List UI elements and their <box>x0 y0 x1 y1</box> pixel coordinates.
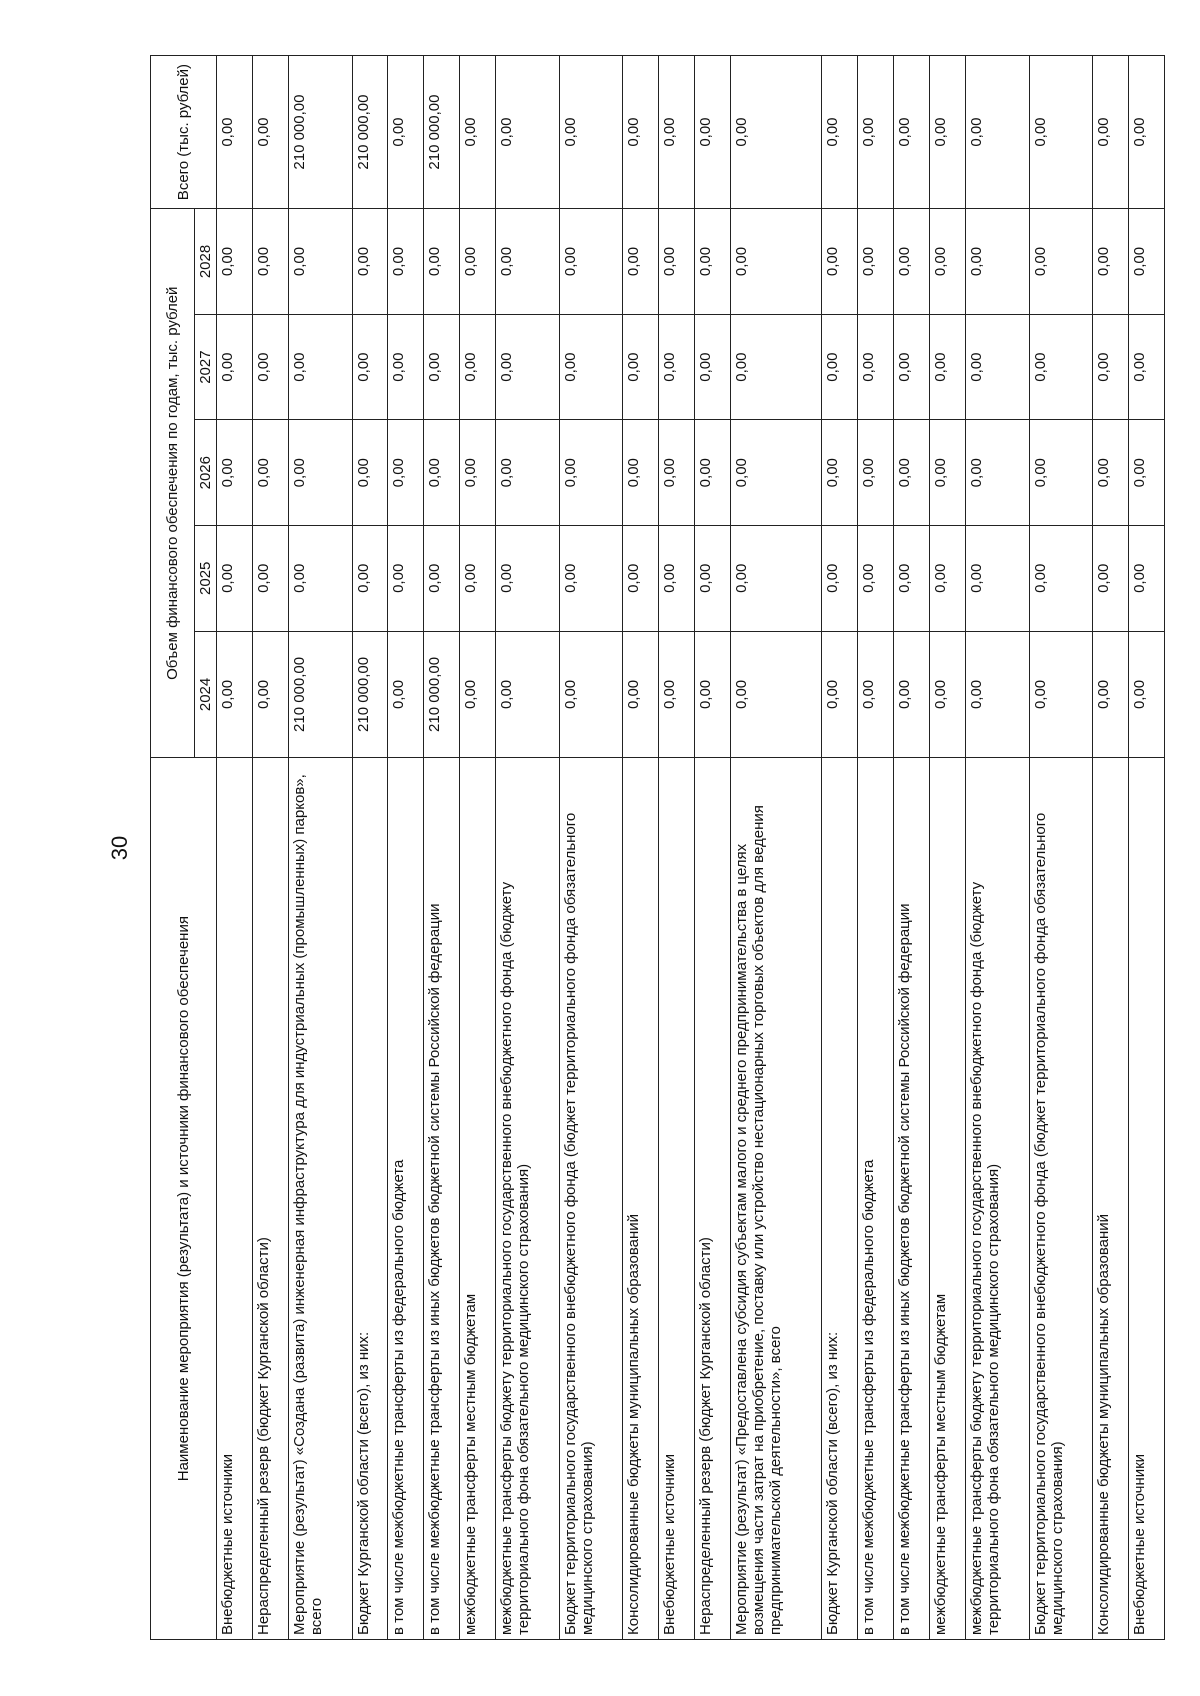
table-header <box>151 56 217 1640</box>
row-value: 0,00 <box>496 631 560 758</box>
row-value: 0,00 <box>623 420 659 526</box>
row-value: 0,00 <box>822 314 858 420</box>
row-value: 0,00 <box>460 631 496 758</box>
table-row <box>388 56 424 1640</box>
row-value: 0,00 <box>253 420 289 526</box>
row-value: 0,00 <box>424 420 460 526</box>
row-value: 0,00 <box>730 209 821 315</box>
row-value: 0,00 <box>424 209 460 315</box>
row-total: 0,00 <box>659 56 695 209</box>
row-name: в том числе межбюджетные трансферты из федерального бюджета <box>388 758 424 1640</box>
row-value: 0,00 <box>965 420 1029 526</box>
header-name-column: Наименование мероприятия (результата) и источники финансового обеспечения <box>151 758 217 1640</box>
table-row <box>858 56 894 1640</box>
row-value: 0,00 <box>352 314 388 420</box>
row-value: 0,00 <box>496 526 560 632</box>
row-value: 0,00 <box>1093 314 1129 420</box>
table-row <box>1029 56 1093 1640</box>
row-total: 0,00 <box>858 56 894 209</box>
row-value: 0,00 <box>1129 631 1165 758</box>
row-value: 0,00 <box>1129 314 1165 420</box>
row-total: 0,00 <box>695 56 731 209</box>
table-row <box>253 56 289 1640</box>
table-row <box>424 56 460 1640</box>
row-value: 0,00 <box>496 420 560 526</box>
row-value: 0,00 <box>965 209 1029 315</box>
row-value: 0,00 <box>352 209 388 315</box>
row-total: 210 000,00 <box>352 56 388 209</box>
row-value: 0,00 <box>288 209 352 315</box>
row-value: 0,00 <box>695 526 731 632</box>
row-value: 0,00 <box>894 314 930 420</box>
page-number: 30 <box>107 835 132 861</box>
row-total: 0,00 <box>1093 56 1129 209</box>
table-row <box>930 56 966 1640</box>
row-name: Бюджет территориального государственного внебюджетного фонда (бюджет территориального фонда обязательного медицинского страхования) <box>1029 758 1093 1640</box>
header-year: 2024 <box>195 631 217 758</box>
row-value: 0,00 <box>822 526 858 632</box>
row-value: 0,00 <box>930 526 966 632</box>
row-name: Нераспределенный резерв (бюджет Курганской области) <box>695 758 731 1640</box>
row-value: 0,00 <box>559 314 623 420</box>
row-value: 0,00 <box>217 631 253 758</box>
row-value: 0,00 <box>559 631 623 758</box>
row-value: 0,00 <box>559 420 623 526</box>
table-row <box>460 56 496 1640</box>
row-value: 0,00 <box>695 209 731 315</box>
row-value: 0,00 <box>730 631 821 758</box>
row-value: 0,00 <box>858 314 894 420</box>
row-total: 0,00 <box>253 56 289 209</box>
row-value: 0,00 <box>1029 631 1093 758</box>
row-value: 0,00 <box>424 526 460 632</box>
row-value: 0,00 <box>659 631 695 758</box>
table-row <box>1129 56 1165 1640</box>
row-name: межбюджетные трансферты местным бюджетам <box>930 758 966 1640</box>
row-total: 0,00 <box>894 56 930 209</box>
row-value: 0,00 <box>460 526 496 632</box>
row-value: 0,00 <box>217 209 253 315</box>
row-value: 0,00 <box>858 209 894 315</box>
row-value: 0,00 <box>1029 209 1093 315</box>
row-value: 0,00 <box>559 209 623 315</box>
row-name: межбюджетные трансферты бюджету территориального государственного внебюджетного фонда (бюджету территориального фона обязательного медицинского страхования) <box>496 758 560 1640</box>
header-years-group: Объем финансового обеспечения по годам, тыс. рублей <box>151 209 195 758</box>
row-value: 0,00 <box>894 526 930 632</box>
table-row <box>352 56 388 1640</box>
row-value: 0,00 <box>822 631 858 758</box>
table-row <box>822 56 858 1640</box>
row-value: 0,00 <box>217 314 253 420</box>
row-name: Внебюджетные источники <box>217 758 253 1640</box>
row-name: межбюджетные трансферты бюджету территориального государственного внебюджетного фонда (бюджету территориального фона обязательного медицинского страхования) <box>965 758 1029 1640</box>
row-total: 0,00 <box>388 56 424 209</box>
row-total: 0,00 <box>1129 56 1165 209</box>
row-value: 0,00 <box>352 526 388 632</box>
table-row <box>659 56 695 1640</box>
row-name: Мероприятие (результат) «Создана (развита) инженерная инфраструктура для индустриальных (промышленных) парков», всего <box>288 758 352 1640</box>
row-total: 0,00 <box>1029 56 1093 209</box>
row-value: 0,00 <box>659 209 695 315</box>
table-row <box>965 56 1029 1640</box>
row-value: 0,00 <box>217 526 253 632</box>
header-year: 2025 <box>195 526 217 632</box>
row-name: Нераспределенный резерв (бюджет Курганской области) <box>253 758 289 1640</box>
table-row <box>623 56 659 1640</box>
row-value: 0,00 <box>1129 420 1165 526</box>
row-total: 0,00 <box>822 56 858 209</box>
row-value: 0,00 <box>288 526 352 632</box>
row-value: 0,00 <box>496 314 560 420</box>
financing-table <box>150 55 1165 1640</box>
table-row <box>559 56 623 1640</box>
header-year: 2028 <box>195 209 217 315</box>
row-value: 0,00 <box>1093 209 1129 315</box>
row-value: 0,00 <box>1093 526 1129 632</box>
row-value: 0,00 <box>288 420 352 526</box>
row-value: 0,00 <box>424 314 460 420</box>
row-name: межбюджетные трансферты местным бюджетам <box>460 758 496 1640</box>
row-total: 0,00 <box>623 56 659 209</box>
header-year: 2027 <box>195 314 217 420</box>
table-row <box>1093 56 1129 1640</box>
table-row <box>730 56 821 1640</box>
row-value: 0,00 <box>623 209 659 315</box>
row-total: 0,00 <box>460 56 496 209</box>
row-value: 0,00 <box>930 314 966 420</box>
row-value: 0,00 <box>217 420 253 526</box>
row-value: 0,00 <box>965 314 1029 420</box>
row-name: Бюджет Курганской области (всего), из них: <box>822 758 858 1640</box>
row-value: 0,00 <box>1029 420 1093 526</box>
row-name: Внебюджетные источники <box>1129 758 1165 1640</box>
rotated-page <box>150 55 1165 1640</box>
row-value: 0,00 <box>388 314 424 420</box>
row-value: 0,00 <box>695 314 731 420</box>
table-row <box>288 56 352 1640</box>
row-total: 0,00 <box>559 56 623 209</box>
row-value: 0,00 <box>894 631 930 758</box>
row-name: Внебюджетные источники <box>659 758 695 1640</box>
row-value: 0,00 <box>460 420 496 526</box>
row-value: 0,00 <box>559 526 623 632</box>
row-value: 0,00 <box>659 420 695 526</box>
row-value: 0,00 <box>695 420 731 526</box>
row-value: 0,00 <box>496 209 560 315</box>
row-value: 210 000,00 <box>424 631 460 758</box>
row-total: 0,00 <box>496 56 560 209</box>
row-value: 0,00 <box>858 631 894 758</box>
row-total: 0,00 <box>930 56 966 209</box>
row-value: 0,00 <box>1029 314 1093 420</box>
row-name: Бюджет территориального государственного внебюджетного фонда (бюджет территориального фонда обязательного медицинского страхования) <box>559 758 623 1640</box>
row-value: 0,00 <box>822 420 858 526</box>
row-total: 210 000,00 <box>424 56 460 209</box>
row-value: 0,00 <box>623 314 659 420</box>
row-name: в том числе межбюджетные трансферты из федерального бюджета <box>858 758 894 1640</box>
row-value: 210 000,00 <box>288 631 352 758</box>
row-value: 0,00 <box>623 631 659 758</box>
row-value: 0,00 <box>253 631 289 758</box>
header-total: Всего (тыс. рублей) <box>151 56 217 209</box>
row-name: Мероприятие (результат) «Предоставлена субсидия субъектам малого и среднего предпринимательства в целях возмещения части затрат на приобретение, поставку или устройство нестационарных торговых объектов для ведения предпринимательской деятельности», всего <box>730 758 821 1640</box>
row-value: 0,00 <box>253 209 289 315</box>
row-value: 0,00 <box>695 631 731 758</box>
row-value: 0,00 <box>1129 209 1165 315</box>
row-value: 0,00 <box>288 314 352 420</box>
row-value: 0,00 <box>730 420 821 526</box>
row-value: 0,00 <box>623 526 659 632</box>
row-value: 0,00 <box>1029 526 1093 632</box>
row-value: 0,00 <box>965 526 1029 632</box>
row-value: 0,00 <box>858 420 894 526</box>
row-value: 0,00 <box>1129 526 1165 632</box>
table-row <box>894 56 930 1640</box>
row-total: 0,00 <box>965 56 1029 209</box>
row-value: 210 000,00 <box>352 631 388 758</box>
row-value: 0,00 <box>1093 420 1129 526</box>
table-row <box>217 56 253 1640</box>
row-value: 0,00 <box>253 314 289 420</box>
row-value: 0,00 <box>930 631 966 758</box>
header-year: 2026 <box>195 420 217 526</box>
row-value: 0,00 <box>965 631 1029 758</box>
row-value: 0,00 <box>930 420 966 526</box>
row-name: в том числе межбюджетные трансферты из иных бюджетов бюджетной системы Российской федерации <box>894 758 930 1640</box>
row-name: Бюджет Курганской области (всего), из них: <box>352 758 388 1640</box>
row-value: 0,00 <box>460 209 496 315</box>
row-total: 0,00 <box>730 56 821 209</box>
row-value: 0,00 <box>1093 631 1129 758</box>
row-value: 0,00 <box>730 526 821 632</box>
row-value: 0,00 <box>730 314 821 420</box>
row-value: 0,00 <box>659 314 695 420</box>
row-value: 0,00 <box>894 420 930 526</box>
row-value: 0,00 <box>822 209 858 315</box>
row-value: 0,00 <box>352 420 388 526</box>
row-value: 0,00 <box>659 526 695 632</box>
row-value: 0,00 <box>388 420 424 526</box>
row-value: 0,00 <box>894 209 930 315</box>
row-value: 0,00 <box>930 209 966 315</box>
row-value: 0,00 <box>253 526 289 632</box>
table-row <box>496 56 560 1640</box>
row-value: 0,00 <box>388 209 424 315</box>
row-value: 0,00 <box>388 631 424 758</box>
row-value: 0,00 <box>388 526 424 632</box>
row-name: в том числе межбюджетные трансферты из иных бюджетов бюджетной системы Российской федерации <box>424 758 460 1640</box>
row-value: 0,00 <box>460 314 496 420</box>
row-name: Консолидированные бюджеты муниципальных образований <box>623 758 659 1640</box>
row-total: 210 000,00 <box>288 56 352 209</box>
row-name: Консолидированные бюджеты муниципальных образований <box>1093 758 1129 1640</box>
table-body <box>217 56 1165 1640</box>
row-total: 0,00 <box>217 56 253 209</box>
row-value: 0,00 <box>858 526 894 632</box>
table-row <box>695 56 731 1640</box>
